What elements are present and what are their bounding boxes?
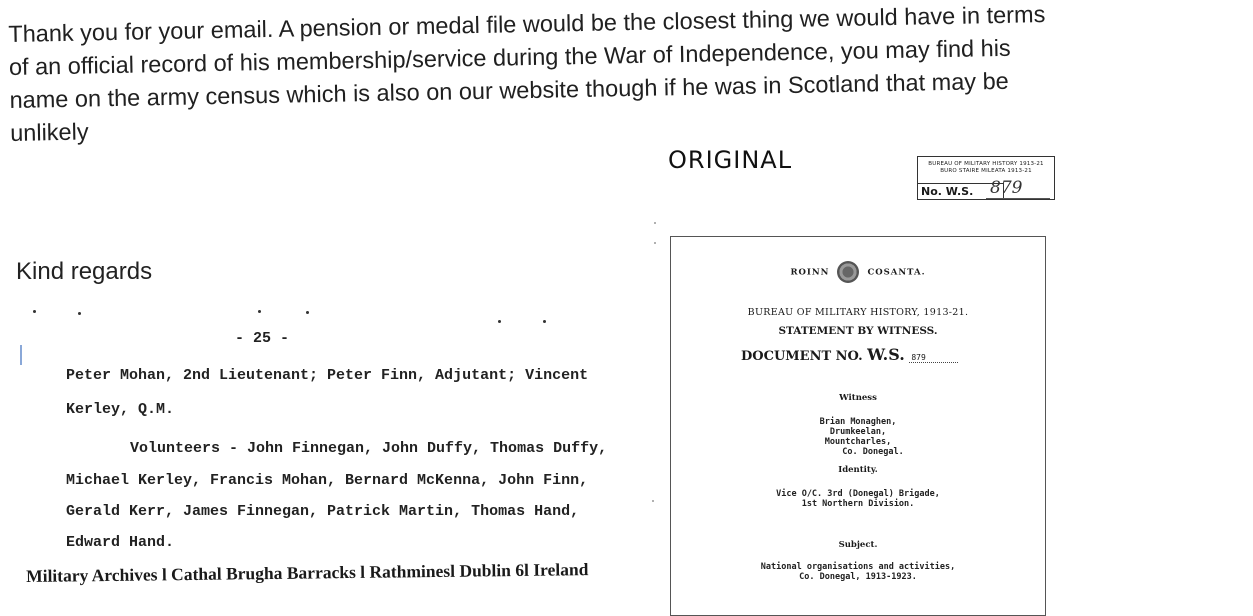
witness-line: Drumkeelan, <box>829 427 887 437</box>
doc-prefix: DOCUMENT NO. <box>741 349 863 364</box>
witness-line: Mountcharles, <box>824 437 892 447</box>
header-left: ROINN <box>790 267 830 278</box>
scan-dot <box>306 311 309 314</box>
identity-heading: Identity. <box>838 465 878 475</box>
scan-speck <box>654 242 656 244</box>
doc-ws: W.S. <box>867 345 905 364</box>
witness-details <box>671 417 1045 457</box>
closing-text: Kind regards <box>16 258 153 285</box>
scan-dot <box>258 310 261 313</box>
roinn-cosanta-header <box>671 261 1045 283</box>
witness-line: Co. Donegal. <box>842 447 904 457</box>
doc-number: 879 <box>909 353 957 363</box>
typed-line: Edward Hand. <box>66 534 175 551</box>
typed-line: Gerald Kerr, James Finnegan, Patrick Martin, Thomas Hand, <box>66 503 580 520</box>
witness-line: Brian Monaghen, <box>819 417 897 427</box>
typed-line: Michael Kerley, Francis Mohan, Bernard McKenna, John Finn, <box>66 472 589 489</box>
header-right: COSANTA. <box>867 267 926 278</box>
subject-line: National organisations and activities, <box>760 562 956 572</box>
stamp-ws-label: No. W.S. <box>918 183 1004 199</box>
identity-details <box>671 489 1045 509</box>
harp-seal-icon <box>837 261 859 283</box>
margin-mark <box>20 345 22 365</box>
witness-heading: Witness <box>839 393 877 403</box>
archives-footer: Military Archives l Cathal Brugha Barracks l Rathminesl Dublin 6l Ireland <box>26 559 589 586</box>
identity-line: 1st Northern Division. <box>801 499 915 509</box>
email-line: of an official record of his membership/service during the War of Independence, you may find his <box>8 34 1011 80</box>
email-line: Thank you for your email. A pension or medal file would be the closest thing we would have in terms <box>8 1 1046 47</box>
document-number <box>741 345 958 364</box>
bureau-title: BUREAU OF MILITARY HISTORY, 1913-21. <box>747 307 969 318</box>
identity-line: Vice O/C. 3rd (Donegal) Brigade, <box>776 489 940 499</box>
typed-page-number: - 25 - <box>235 330 290 347</box>
typed-line: Volunteers - John Finnegan, John Duffy, Thomas Duffy, <box>130 440 608 457</box>
bureau-stamp <box>917 156 1055 200</box>
witness-statement-cover <box>670 236 1046 616</box>
email-line: unlikely <box>9 118 89 146</box>
scan-dot <box>33 310 36 313</box>
scan-dot <box>543 320 546 323</box>
scan-speck <box>654 222 656 224</box>
email-line: name on the army census which is also on our website though if he was in Scotland that may be <box>9 67 1009 113</box>
subject-heading: Subject. <box>838 540 878 550</box>
scan-dot <box>498 320 501 323</box>
typed-line: Kerley, Q.M. <box>66 401 175 418</box>
stamp-ws-number: 879 <box>986 178 1050 199</box>
original-label: ORIGINAL <box>668 146 793 174</box>
stamp-line-2: BURO STAIRE MILEATA 1913-21 <box>940 168 1032 174</box>
stamp-line-1: BUREAU OF MILITARY HISTORY 1913-21 <box>928 161 1044 167</box>
email-body <box>8 0 1250 150</box>
scan-dot <box>78 312 81 315</box>
typed-line: Peter Mohan, 2nd Lieutenant; Peter Finn, Adjutant; Vincent <box>66 367 589 384</box>
scan-speck <box>652 500 654 502</box>
subject-details <box>671 562 1045 582</box>
statement-title: STATEMENT BY WITNESS. <box>778 325 938 337</box>
subject-line: Co. Donegal, 1913-1923. <box>799 572 917 582</box>
